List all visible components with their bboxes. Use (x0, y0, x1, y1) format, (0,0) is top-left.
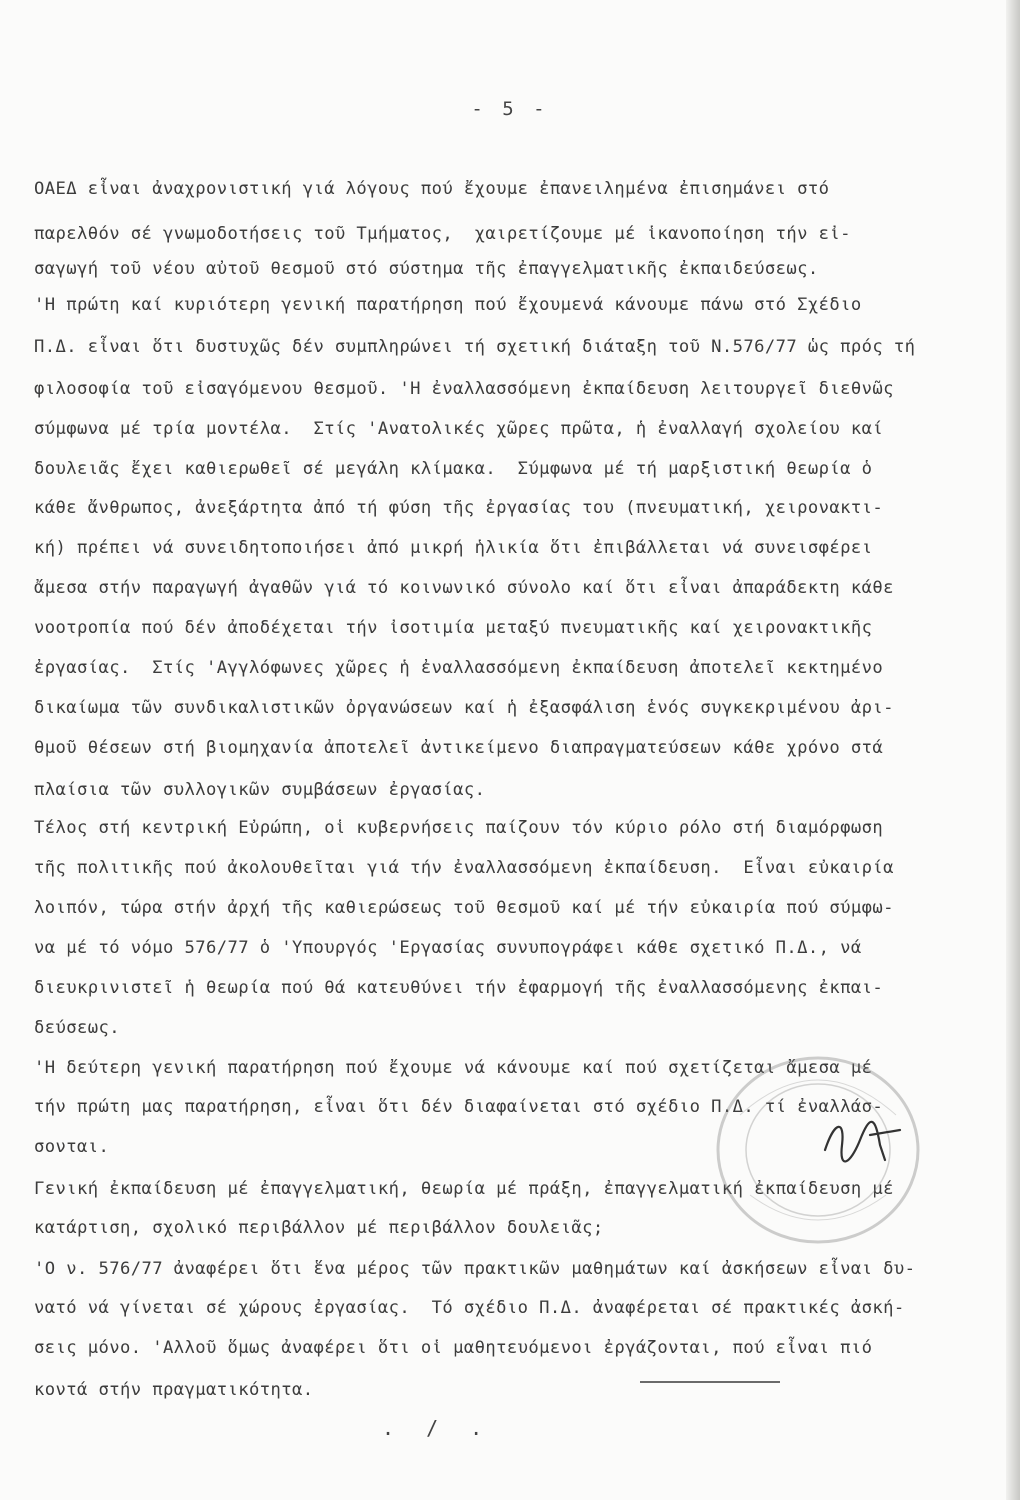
text-line: λοιπόν, τώρα στήν ἀρχή τῆς καθιερώσεως τοῦ θεσμοῦ καί μέ τήν εὐκαιρία πού σύμφω- (34, 898, 894, 918)
text-line: κή) πρέπει νά συνειδητοποιήσει ἀπό μικρή ἡλικία ὅτι ἐπιβάλλεται νά συνεισφέρει (34, 538, 873, 558)
text-line: 'Η πρώτη καί κυριότερη γενική παρατήρηση πού ἔχουμενά κάνουμε πάνω στό Σχέδιο (34, 295, 862, 315)
text-line: θμοῦ θέσεων στή βιομηχανία ἀποτελεῖ ἀντικείμενο διαπραγματεύσεων κάθε χρόνο στά (34, 738, 884, 758)
text-line: Γενική ἐκπαίδευση μέ ἐπαγγελματική, θεωρία μέ πράξη, ἐπαγγελματική ἐκπαίδευση μέ (34, 1179, 894, 1199)
text-line: φιλοσοφία τοῦ εἰσαγόμενου θεσμοῦ. 'Η ἐναλλασσόμενη ἐκπαίδευση λειτουργεῖ διεθνῶς (34, 379, 894, 399)
text-line: Τέλος στή κεντρική Εὐρώπη, οἱ κυβερνήσεις παίζουν τόν κύριο ρόλο στή διαμόρφωση (34, 818, 884, 838)
text-line: σύμφωνα μέ τρία μοντέλα. Στίς 'Ανατολικές χῶρες πρῶτα, ἡ ἐναλλαγή σχολείου καί (34, 419, 884, 439)
text-line: σονται. (34, 1137, 110, 1157)
page-number: - 5 - (471, 98, 549, 120)
signature-mark (820, 1110, 910, 1180)
text-line: δικαίωμα τῶν συνδικαλιστικῶν ὀργανώσεων καί ἡ ἐξασφάλιση ἑνός συγκεκριμένου ἀρι- (34, 698, 894, 718)
text-line: κάθε ἄνθρωπος, ἀνεξάρτητα ἀπό τή φύση τῆς ἐργασίας του (πνευματική, χειρονακτι- (34, 498, 884, 518)
text-line: πλαίσια τῶν συλλογικῶν συμβάσεων ἐργασίας. (34, 780, 486, 800)
page-edge-shadow (1006, 0, 1020, 1500)
text-line: κοντά στήν πραγματικότητα. (34, 1380, 314, 1400)
text-line: 'Ο ν. 576/77 ἀναφέρει ὅτι ἕνα μέρος τῶν πρακτικῶν μαθημάτων καί ἀσκήσεων εἶναι δυ- (34, 1259, 916, 1279)
text-line: σαγωγή τοῦ νέου αὐτοῦ θεσμοῦ στό σύστημα τῆς ἐπαγγελματικῆς ἐκπαιδεύσεως. (34, 259, 819, 279)
text-line: να μέ τό νόμο 576/77 ὁ 'Υπουργός 'Εργασίας συνυπογράφει κάθε σχετικό Π.Δ., νά (34, 938, 862, 958)
text-line: ἐργασίας. Στίς 'Αγγλόφωνες χῶρες ἡ ἐναλλασσόμενη ἐκπαίδευση ἀποτελεῖ κεκτημένο (34, 658, 884, 678)
text-line: παρελθόν σέ γνωμοδοτήσεις τοῦ Τμήματος, χαιρετίζουμε μέ ἱκανοποίηση τήν εἰ- (34, 224, 851, 244)
text-line: διευκρινιστεῖ ἡ θεωρία πού θά κατευθύνει τήν ἐφαρμογή τῆς ἐναλλασσόμενης ἐκπαι- (34, 978, 884, 998)
text-line: σεις μόνο. 'Αλλοῦ ὅμως ἀναφέρει ὅτι οἱ μαθητευόμενοι ἐργάζονται, πού εἶναι πιό (34, 1338, 873, 1358)
text-line: κατάρτιση, σχολικό περιβάλλον μέ περιβάλλον δουλειᾶς; (34, 1218, 604, 1238)
text-line: ΟΑΕΔ εἶναι ἀναχρονιστική γιά λόγους πού ἔχουμε ἐπανειλημένα ἐπισημάνει στό (34, 179, 830, 199)
text-line: νατό νά γίνεται σέ χώρους ἐργασίας. Τό σχέδιο Π.Δ. ἀναφέρεται σέ πρακτικές ἀσκή- (34, 1298, 905, 1318)
text-line: δεύσεως. (34, 1018, 120, 1038)
continuation-mark: . / . (382, 1416, 493, 1440)
text-line: τήν πρώτη μας παρατήρηση, εἶναι ὅτι δέν διαφαίνεται στό σχέδιο Π.Δ. τί ἐναλλάσ- (34, 1097, 884, 1117)
text-line: ἄμεσα στήν παραγωγή ἀγαθῶν γιά τό κοινωνικό σύνολο καί ὅτι εἶναι ἀπαράδεκτη κάθε (34, 578, 894, 598)
handwritten-underline (640, 1381, 780, 1383)
text-line: δουλειᾶς ἔχει καθιερωθεῖ σέ μεγάλη κλίμακα. Σύμφωνα μέ τή μαρξιστική θεωρία ὁ (34, 459, 873, 479)
text-line: 'Η δεύτερη γενική παρατήρηση πού ἔχουμε νά κάνουμε καί πού σχετίζεται ἄμεσα μέ (34, 1058, 873, 1078)
text-line: νοοτροπία πού δέν ἀποδέχεται τήν ἰσοτιμία μεταξύ πνευματικῆς καί χειρονακτικῆς (34, 618, 873, 638)
text-line: Π.Δ. εἶναι ὅτι δυστυχῶς δέν συμπληρώνει τή σχετική διάταξη τοῦ Ν.576/77 ὡς πρός τή (34, 337, 916, 357)
text-line: τῆς πολιτικῆς πού ἀκολουθεῖται γιά τήν ἐναλλασσόμενη ἐκπαίδευση. Εἶναι εὐκαιρία (34, 858, 894, 878)
